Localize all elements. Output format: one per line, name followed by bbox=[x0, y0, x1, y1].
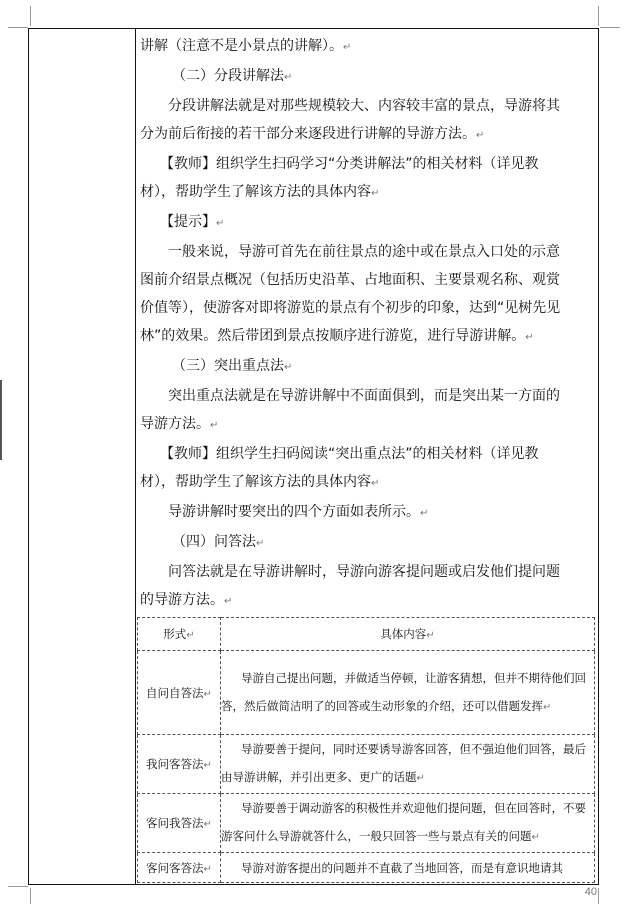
body-text bbox=[140, 32, 565, 616]
content-cell: 导游对游客提出的问题并不直截了当地回答，而是有意识地请其 bbox=[221, 853, 595, 883]
paragraph: 问答法就是在导游讲解时，导游向游客提问题或启发他们提问题的导游方法。↵ bbox=[140, 564, 560, 608]
header-content: 具体内容↵ bbox=[221, 618, 595, 651]
form-cell: 自问自答法↵ bbox=[138, 651, 221, 735]
crop-mark bbox=[598, 888, 599, 904]
section-heading: （三）突出重点法↵ bbox=[172, 358, 293, 374]
header-form: 形式↵ bbox=[138, 618, 221, 651]
paragraph: 讲解（注意不是小景点的讲解）。↵ bbox=[140, 38, 352, 54]
left-margin-bar bbox=[0, 380, 2, 460]
form-cell: 客问我答法↵ bbox=[138, 794, 221, 853]
crop-mark bbox=[30, 6, 31, 26]
section-heading: （二）分段讲解法↵ bbox=[172, 68, 293, 84]
paragraph: 一般来说，导游可首先在前往景点的途中或在景点入口处的示意图前介绍景点概况（包括历史沿革、占地面积、主要景观名称、观赏价值等），使游客对即将游览的景点有个初步的印象，达到“见树先见林”的效果。然后带团到景点按顺序进行游览，进行导游讲解。↵ bbox=[140, 244, 561, 344]
content-cell: 导游自己提出问题，并做适当停顿，让游客猜想，但并不期待他们回答，然后做简洁明了的回答或生动形象的介绍，还可以借题发挥↵ bbox=[221, 651, 595, 735]
section-heading: （四）问答法↵ bbox=[172, 534, 265, 550]
crop-mark bbox=[30, 888, 31, 904]
crop-mark bbox=[600, 27, 620, 28]
form-cell: 客问客答法↵ bbox=[138, 853, 221, 883]
content-cell: 导游要善于提问，同时还要诱导游客回答，但不强迫他们回答，最后由导游讲解，并引出更多、更广的话题↵ bbox=[221, 735, 595, 794]
teacher-note: 【教师】组织学生扫码学习“分类讲解法”的相关材料（详见教材），帮助学生了解该方法的具体内容↵ bbox=[140, 156, 539, 200]
teacher-note: 【教师】组织学生扫码阅读“突出重点法”的相关材料（详见教材），帮助学生了解该方法的具体内容↵ bbox=[140, 446, 539, 490]
paragraph: 突出重点法就是在导游讲解中不面面俱到，而是突出某一方面的导游方法。↵ bbox=[140, 388, 560, 432]
paragraph: 分段讲解法就是对那些规模较大、内容较丰富的景点，导游将其分为前后衔接的若干部分来逐段进行讲解的导游方法。↵ bbox=[140, 98, 560, 142]
content-cell: 导游要善于调动游客的积极性并欢迎他们提问题，但在回答时，不要游客问什么导游就答什么，一般只回答一些与景点有关的问题↵ bbox=[221, 794, 595, 853]
crop-mark bbox=[8, 27, 28, 28]
table-row bbox=[138, 794, 595, 853]
tip-label: 【提示】↵ bbox=[160, 214, 225, 230]
table-row bbox=[138, 853, 595, 883]
crop-mark bbox=[598, 6, 599, 26]
table-header-row bbox=[138, 618, 595, 651]
table-row bbox=[138, 735, 595, 794]
page-number: 40 bbox=[584, 886, 597, 898]
form-cell: 我问客答法↵ bbox=[138, 735, 221, 794]
methods-table bbox=[137, 617, 595, 883]
paragraph: 导游讲解时要突出的四个方面如表所示。↵ bbox=[168, 504, 429, 520]
column-divider bbox=[135, 29, 136, 884]
crop-mark bbox=[8, 886, 28, 887]
table-row bbox=[138, 651, 595, 735]
